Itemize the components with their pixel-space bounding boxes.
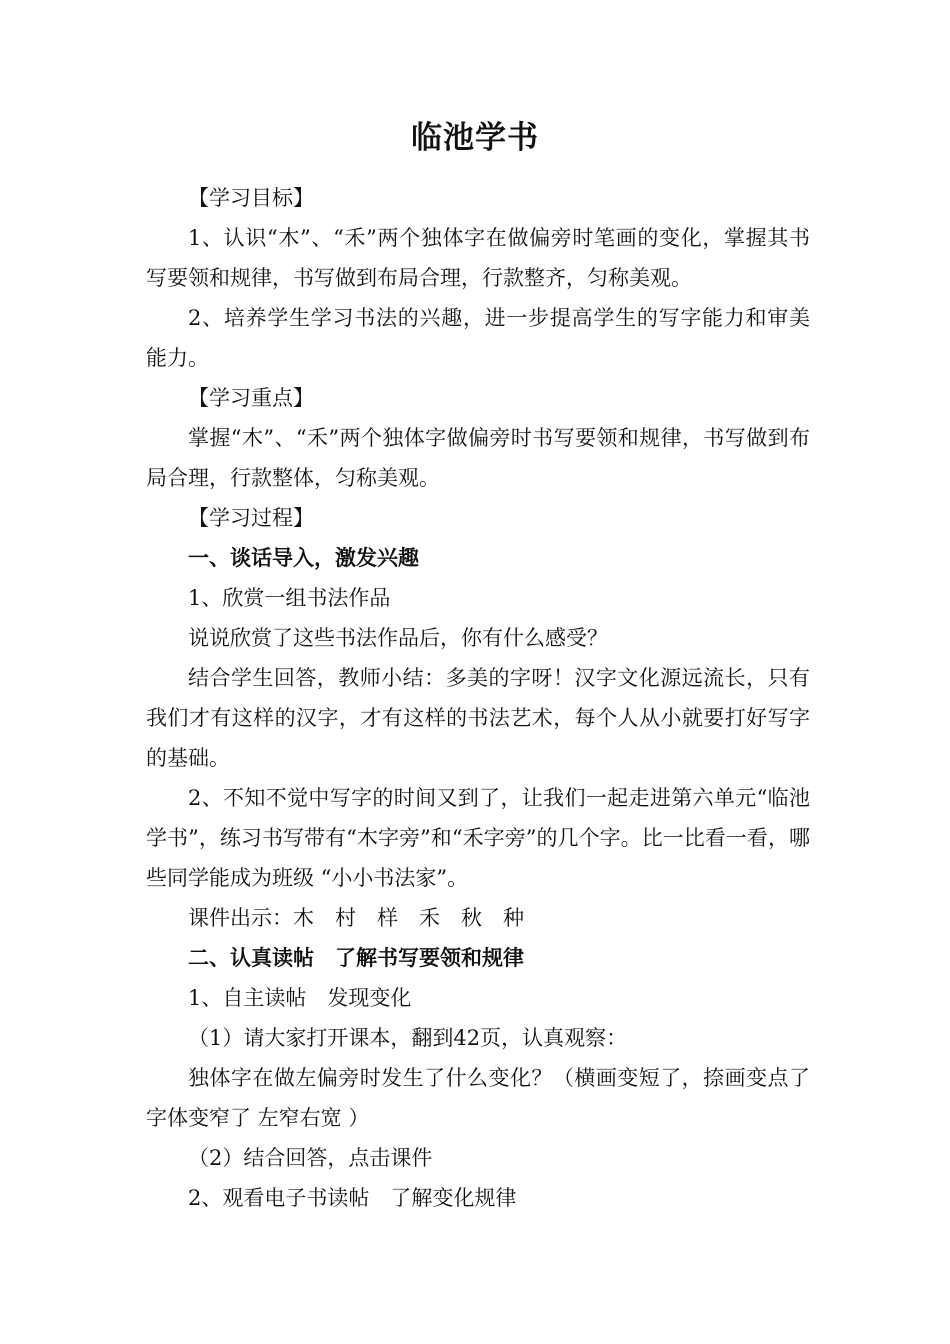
step-2-sub-1: （1）请大家打开课本，翻到42页，认真观察：	[188, 1026, 628, 1050]
courseware-characters: 课件出示：木 村 样 禾 秋 种	[188, 906, 524, 930]
document-title: 临池学书	[411, 120, 539, 156]
objective-paragraph-2: 2、培养学生学习书法的兴趣，进一步提高学生的写字能力和审美能力。	[146, 306, 810, 370]
objective-paragraph-1: 1、认识“木”、“禾”两个独体字在做偏旁时笔画的变化，掌握其书写要领和规律，书写做到布局合理，行款整齐，匀称美观。	[146, 226, 810, 290]
step-2-item-2: 2、观看电子书读帖 了解变化规律	[188, 1186, 517, 1210]
section-heading-key-points: 【学习重点】	[188, 386, 314, 410]
key-points-paragraph: 掌握“木”、“禾”两个独体字做偏旁时书写要领和规律，书写做到布局合理，行款整体，匀称美观。	[146, 426, 810, 490]
step-heading-2: 二、认真读帖 了解书写要领和规律	[188, 946, 524, 970]
step-2-sub-2: （2）结合回答，点击课件	[188, 1146, 433, 1170]
step-2-item-1: 1、自主读帖 发现变化	[188, 986, 412, 1010]
document-body	[146, 178, 810, 1218]
step-1-summary: 结合学生回答，教师小结：多美的字呀！汉字文化源远流长，只有我们才有这样的汉字，才有这样的书法艺术，每个人从小就要打好写字的基础。	[146, 666, 810, 770]
step-1-question: 说说欣赏了这些书法作品后，你有什么感受？	[188, 626, 608, 650]
step-1-item-2: 2、不知不觉中写字的时间又到了，让我们一起走进第六单元“临池学书”，练习书写带有“木字旁”和“禾字旁”的几个字。比一比看一看，哪些同学能成为班级 “小小书法家”。	[146, 786, 810, 890]
section-heading-objectives: 【学习目标】	[188, 186, 314, 210]
step-1-item-1: 1、欣赏一组书法作品	[188, 586, 391, 610]
step-heading-1: 一、谈话导入，激发兴趣	[188, 546, 419, 570]
section-heading-process: 【学习过程】	[188, 506, 314, 530]
step-2-observation: 独体字在做左偏旁时发生了什么变化？（横画变短了，捺画变点了 字体变窄了 左窄右宽 ）	[146, 1066, 810, 1130]
